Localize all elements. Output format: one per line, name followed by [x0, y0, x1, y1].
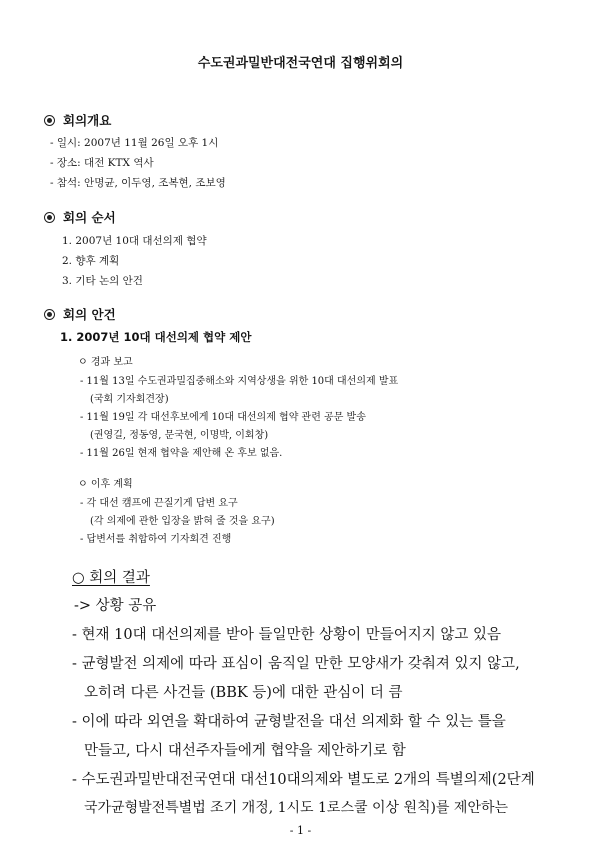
section-heading-agenda — [44, 305, 116, 323]
result-line: - 균형발전 의제에 따라 표심이 움직일 만한 모양새가 갖춰져 있지 않고, — [72, 656, 520, 672]
circle-bullet-icon — [44, 115, 55, 126]
result-line: 오히려 다른 사건들 (BBK 등)에 대한 관심이 더 큼 — [84, 685, 403, 701]
report-line: - 11월 26일 현재 협약을 제안해 온 후보 없음. — [80, 448, 283, 459]
section-title: 회의 안건 — [63, 307, 116, 322]
result-line: 만들고, 다시 대선주자들에게 협약을 제안하기로 함 — [84, 743, 406, 759]
overview-line: - 장소: 대전 KTX 역사 — [50, 157, 154, 169]
section-heading-order — [44, 208, 116, 226]
page-number: - 1 - — [289, 824, 312, 837]
result-line: -> 상황 공유 — [74, 598, 157, 614]
plan-line: - 답변서를 취합하여 기자회견 진행 — [80, 534, 232, 545]
report-line: - 11월 13일 수도권과밀집중해소와 지역상생을 위한 10대 대선의제 발표 — [80, 376, 399, 387]
circle-bullet-icon — [44, 212, 55, 223]
report-heading: ㅇ 경과 보고 — [78, 357, 133, 368]
circle-bullet-icon — [44, 309, 55, 320]
section-title: 회의개요 — [63, 113, 112, 128]
result-line: - 이에 따라 외연을 확대하여 균형발전을 대선 의제화 할 수 있는 틀을 — [72, 714, 506, 730]
result-line: - 수도권과밀반대전국연대 대선10대의제와 별도로 2개의 특별의제(2단계 — [72, 772, 535, 788]
overview-line: - 참석: 안명균, 이두영, 조복현, 조보영 — [50, 177, 226, 189]
result-heading: ○ 회의 결과 — [72, 570, 150, 586]
result-line: - 현재 10대 대선의제를 받아 들일만한 상황이 만들어지지 않고 있음 — [72, 627, 502, 643]
agenda-subheading: 1. 2007년 10대 대선의제 협약 제안 — [60, 330, 252, 344]
plan-line: (각 의제에 관한 입장을 밝혀 줄 것을 요구) — [90, 516, 275, 527]
plan-heading: ㅇ 이후 계획 — [78, 479, 133, 490]
order-item: 3. 기타 논의 안건 — [62, 275, 143, 287]
overview-line: - 일시: 2007년 11월 26일 오후 1시 — [50, 137, 219, 149]
plan-line: - 각 대선 캠프에 끈질기게 답변 요구 — [80, 498, 238, 509]
report-line: - 11월 19일 각 대선후보에게 10대 대선의제 협약 관련 공문 발송 — [80, 412, 366, 423]
section-title: 회의 순서 — [63, 210, 116, 225]
report-line: (권영길, 정동영, 문국현, 이명박, 이회창) — [90, 430, 269, 441]
result-line: 국가균형발전특별법 조기 개정, 1시도 1로스쿨 이상 원칙)를 제안하는 — [84, 800, 509, 816]
order-item: 1. 2007년 10대 대선의제 협약 — [62, 235, 207, 247]
report-line: (국회 기자회견장) — [90, 394, 169, 405]
order-item: 2. 향후 계획 — [62, 255, 120, 267]
section-heading-overview — [44, 111, 111, 129]
document-title: 수도권과밀반대전국연대 집행위회의 — [197, 56, 404, 71]
